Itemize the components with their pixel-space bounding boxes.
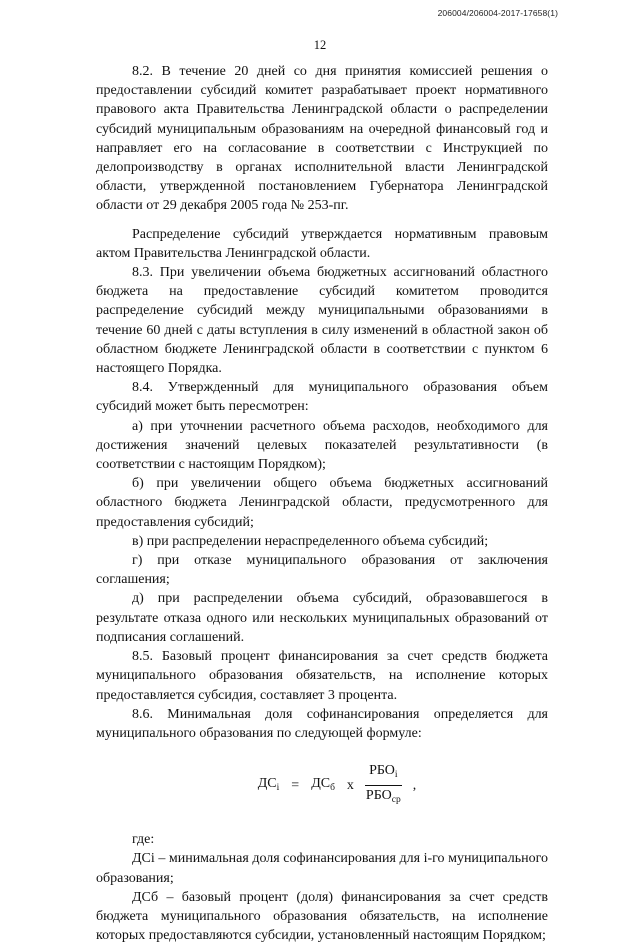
formula-fraction [362, 763, 405, 808]
paragraph-8-5: 8.5. Базовый процент финансирования за счет средств бюджета муниципального образования обязательств, на исполнение которых предоставляется субсидия, составляет 3 процента. [96, 649, 548, 703]
cofinancing-formula [96, 763, 548, 808]
paragraph-8-4: 8.4. Утвержденный для муниципального образования объем субсидий может быть пересмотрен: [96, 380, 548, 415]
document-id: 206004/206004-2017-17658(1) [437, 8, 558, 18]
paragraph-8-2: 8.2. В течение 20 дней со дня принятия комиссией решения о предоставлении субсидий комитет разрабатывает проект нормативного правового акта Правительства Ленинградской области о распределении субсидий муниципальным образованиям на очередной финансовый год и направляет его на согласование в соответствии с Инструкцией по делопроизводству в органах исполнительной власти Ленинградской области, утвержденной постановлением Губернатора Ленинградской области от 29 декабря 2005 года № 253-пг. [96, 64, 548, 214]
formula-numerator: $РБО_i$ [365, 763, 401, 786]
item-v: в) при распределении нераспределенного объема субсидий; [132, 533, 489, 549]
paragraph-8-3: 8.3. При увеличении объема бюджетных ассигнований областного бюджета на предоставление субсидий комитетом проводится распределение субсидий между муниципальными образованиями в течение 60 дней с даты вступления в силу изменений в областной закон об областном бюджете Ленинградской области в соответствии с пунктом 6 настоящего Порядка. [96, 265, 548, 377]
formula-denominator: $РБО_{ср}$ [365, 788, 401, 806]
item-b: б) при увеличении общего объема бюджетных ассигнований областного бюджета Ленинградской области, предусмотренного для предоставления субсидий; [96, 476, 548, 530]
formula-equals: = [291, 778, 300, 793]
page-number: 12 [313, 38, 327, 52]
definition-dsi: ДСi – минимальная доля софинансирования для i-го муниципального образования; [96, 851, 548, 886]
formula-times: x [346, 778, 354, 793]
paragraph-8-6: 8.6. Минимальная доля софинансирования определяется для муниципального образования по следующей формуле: [96, 706, 548, 741]
paragraph-distribution: Распределение субсидий утверждается нормативным правовым актом Правительства Ленинградской области. [96, 226, 548, 261]
where-label: где: [132, 832, 155, 848]
formula-lhs: $ДС_i$ [257, 775, 280, 793]
formula-base-term: $ДС_б$ [311, 775, 335, 793]
item-d: д) при распределении объема субсидий, образовавшегося в результате отказа одного или нескольких муниципальных образований от подписания соглашений. [96, 591, 548, 645]
definition-dsb: ДСб – базовый процент (доля) финансирования за счет средств бюджета муниципального образования обязательств, на исполнение которых предоставляются субсидии, установленный настоящим Порядком; [96, 889, 548, 944]
item-g: г) при отказе муниципального образования от заключения соглашения; [96, 553, 548, 588]
document-body [96, 62, 548, 945]
formula-trailing-comma: , [412, 778, 417, 793]
item-a: а) при уточнении расчетного объема расходов, необходимого для достижения значений целевых показателей результативности (в соответствии с настоящим Порядком); [96, 418, 548, 473]
